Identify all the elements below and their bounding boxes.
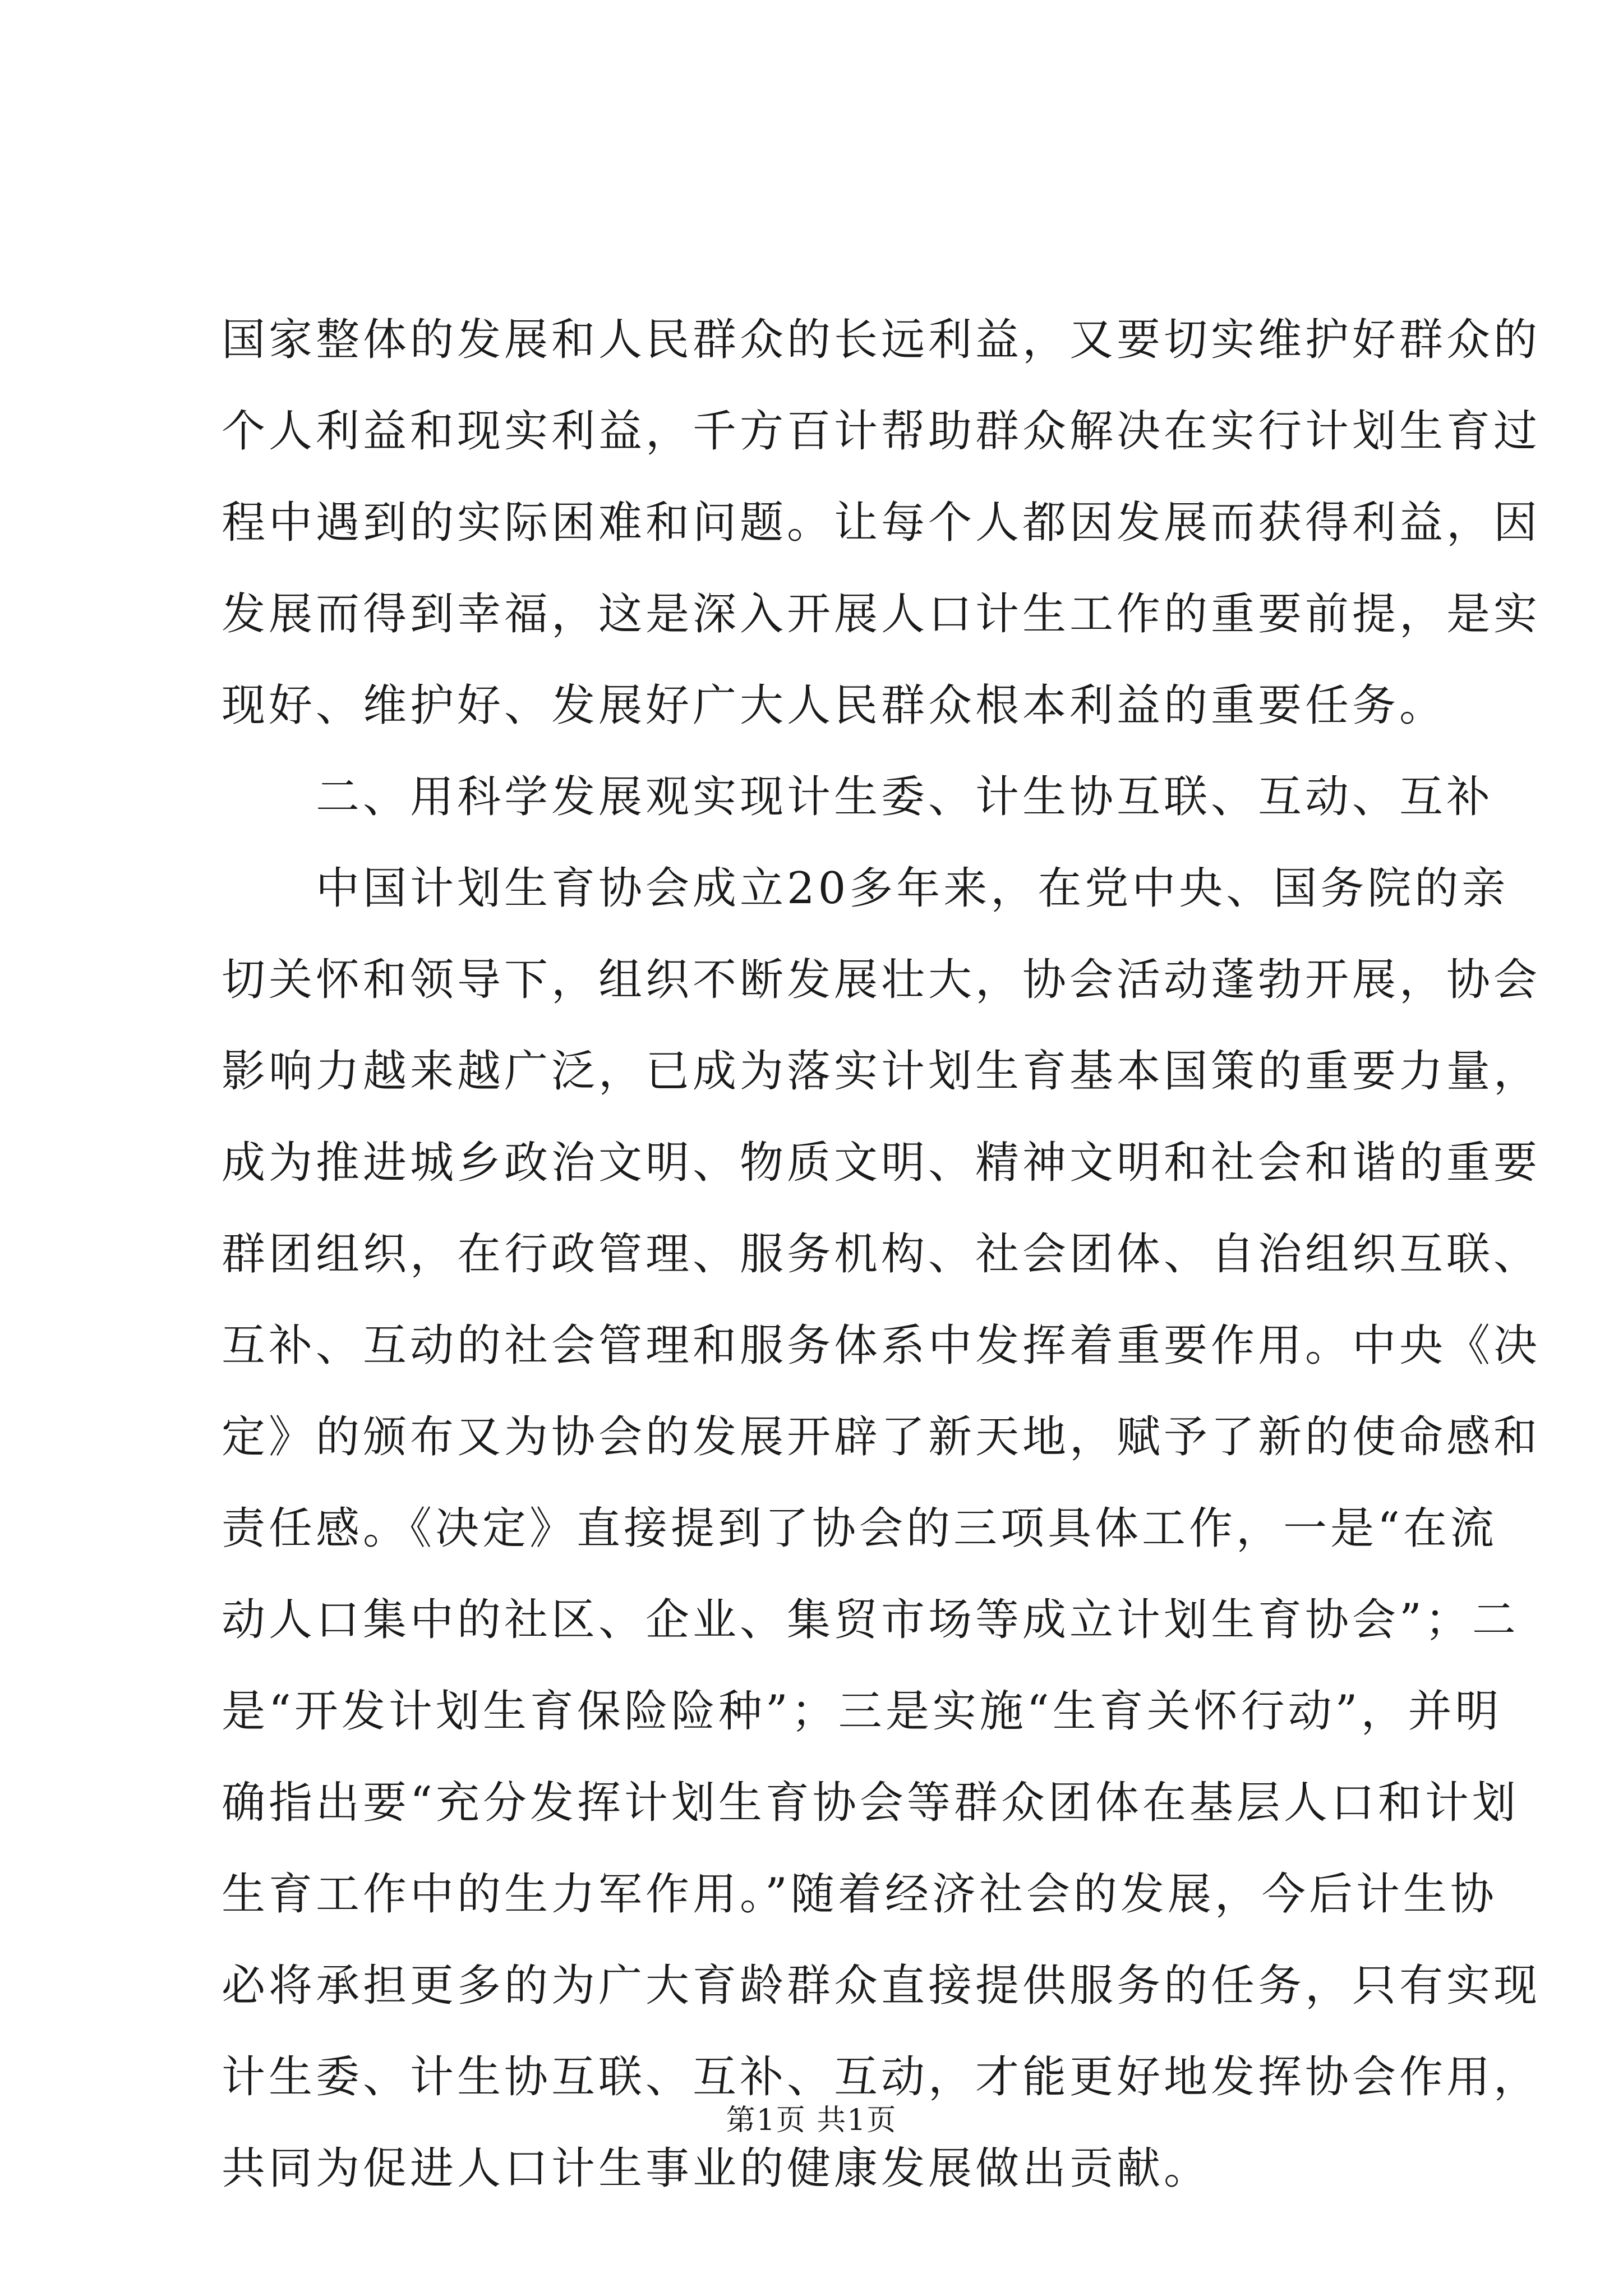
text-line: 现好、维护好、发展好广大人民群众根本利益的重要任务。 bbox=[222, 680, 1447, 731]
text-line: 是“开发计划生育保险险种”；三是实施“生育关怀行动”，并明 bbox=[222, 1686, 1502, 1737]
text-line: 中国计划生育协会成立20多年来，在党中央、国务院的亲 bbox=[222, 863, 1509, 914]
page-footer: 第1页 共1页 bbox=[726, 2104, 897, 2137]
text-line: 群团组织，在行政管理、服务机构、社会团体、自治组织互联、 bbox=[222, 1229, 1541, 1280]
text-line: 个人利益和现实利益，千方百计帮助群众解决在实行计划生育过 bbox=[222, 406, 1541, 457]
text-line: 互补、互动的社会管理和服务体系中发挥着重要作用。中央《决 bbox=[222, 1320, 1541, 1371]
text-line: 动人口集中的社区、企业、集贸市场等成立计划生育协会”；二 bbox=[222, 1595, 1519, 1645]
text-line: 国家整体的发展和人民群众的长远利益，又要切实维护好群众的 bbox=[222, 315, 1541, 365]
section-heading: 二、用科学发展观实现计生委、计生协互联、互动、互补 bbox=[222, 772, 1494, 822]
text-line: 生育工作中的生力军作用。”随着经济社会的发展，今后计生协 bbox=[222, 1869, 1497, 1920]
text-line: 必将承担更多的为广大育龄群众直接提供服务的任务，只有实现 bbox=[222, 1961, 1541, 2011]
text-line: 程中遇到的实际困难和问题。让每个人都因发展而获得利益，因 bbox=[222, 498, 1541, 548]
body-text bbox=[222, 295, 1541, 2215]
text-line: 确指出要“充分发挥计划生育协会等群众团体在基层人口和计划 bbox=[222, 1778, 1519, 1828]
text-line: 发展而得到幸福，这是深入开展人口计生工作的重要前提，是实 bbox=[222, 589, 1541, 639]
text-line: 成为推进城乡政治文明、物质文明、精神文明和社会和谐的重要 bbox=[222, 1138, 1541, 1188]
text-line: 责任感。《决定》直接提到了协会的三项具体工作，一是“在流 bbox=[222, 1503, 1497, 1554]
text-line: 切关怀和领导下，组织不断发展壮大，协会活动蓬勃开展，协会 bbox=[222, 955, 1541, 1005]
text-line: 共同为促进人口计生事业的健康发展做出贡献。 bbox=[222, 2143, 1211, 2194]
text-line: 影响力越来越广泛，已成为落实计划生育基本国策的重要力量， bbox=[222, 1046, 1541, 1097]
text-line: 计生委、计生协互联、互补、互动，才能更好地发挥协会作用， bbox=[222, 2052, 1541, 2102]
text-line: 定》的颁布又为协会的发展开辟了新天地，赋予了新的使命感和 bbox=[222, 1412, 1541, 1462]
